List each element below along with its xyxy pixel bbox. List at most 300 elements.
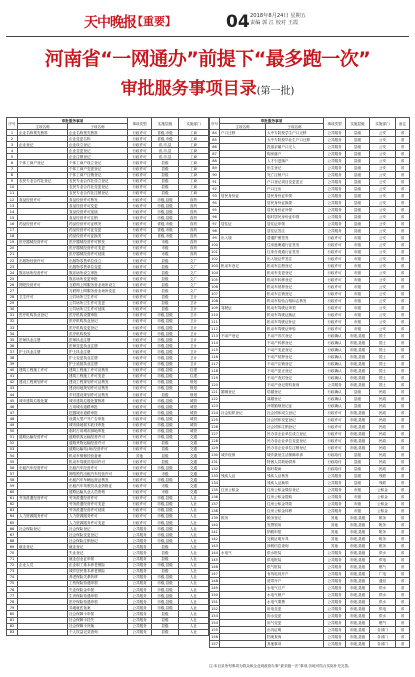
table-cell: 不动产转移登记 <box>266 340 324 347</box>
table-cell: 公安 <box>370 312 396 319</box>
table-cell: 工商 <box>179 166 209 172</box>
table-cell: 省 <box>396 144 410 151</box>
table-cell: 省 <box>396 627 410 634</box>
table-cell: 省 <box>396 305 410 312</box>
table-cell: 人社 <box>179 605 209 611</box>
table-cell: 行政许可 <box>128 337 152 343</box>
table-cell: 县级 <box>152 440 179 446</box>
table-cell: 行政许可 <box>128 257 152 263</box>
table-cell: 人社 <box>179 550 209 556</box>
table-cell: 省 <box>396 459 410 466</box>
table-cell: 机动车驾驶证补证 <box>266 319 324 326</box>
table-cell: 人社 <box>179 507 209 513</box>
table-cell: 省 <box>396 417 410 424</box>
table-cell: 95 <box>210 207 220 214</box>
table-row <box>210 410 410 417</box>
table-cell: 社会保障卡申领 <box>68 611 128 617</box>
table-cell: 特困人员救助供养 <box>266 459 324 466</box>
table-cell: 市级,县级 <box>346 634 370 641</box>
table-cell: 公共服务 <box>324 508 346 515</box>
table-cell: 省 <box>396 410 410 417</box>
table-cell: 78 <box>7 599 18 605</box>
table-cell: 个体工商户设立登记 <box>68 160 128 166</box>
table-cell: 公安 <box>370 284 396 291</box>
table-cell: 67 <box>7 532 18 538</box>
table-cell: 公共服务 <box>324 200 346 207</box>
table-cell: 行政许可 <box>324 410 346 417</box>
table-cell: 市级,县级 <box>152 562 179 568</box>
table-row <box>210 186 410 193</box>
table-cell: 行政许可 <box>128 507 152 513</box>
table-cell: 7 <box>7 166 18 172</box>
table-cell: 医疗保险待遇申领 <box>68 599 128 605</box>
table-cell: 市级,县级 <box>346 606 370 613</box>
table-cell: 公安 <box>370 200 396 207</box>
table-cell: 社会团体成立登记 <box>266 410 324 417</box>
table-cell: 国土 <box>370 361 396 368</box>
table-cell: 养老保险关系转移 <box>68 574 128 580</box>
table-cell: 食品经营许可延续 <box>68 209 128 215</box>
masthead-rule <box>6 36 409 37</box>
table-cell: 公积金 <box>370 494 396 501</box>
table-cell: 市级,县级 <box>152 526 179 532</box>
table-cell: 大中专院校学生户口迁移 <box>266 130 324 137</box>
table-cell: 38 <box>7 355 18 361</box>
table-cell <box>220 424 266 431</box>
table-cell: 税务 <box>370 515 396 522</box>
table-cell: 往来港澳通行证签发 <box>266 242 324 249</box>
table-cell: 医师变更执业注册 <box>68 343 128 349</box>
table-cell: 县级 <box>346 452 370 459</box>
table-cell: 网吧经营许可 <box>18 282 68 288</box>
table-cell: 94 <box>210 200 220 207</box>
table-cell: 市级,县级 <box>152 422 179 428</box>
table-cell: 55 <box>7 459 18 465</box>
table-cell: 88 <box>210 158 220 165</box>
table-cell: 卫计 <box>179 300 209 306</box>
table-cell: 道路运输经营许可 <box>18 434 68 440</box>
table-cell: 出生登记 <box>266 165 324 172</box>
table-cell: 公共场所卫生许可 <box>68 294 128 300</box>
table-cell: 公安 <box>370 158 396 165</box>
table-row <box>210 557 410 564</box>
table-cell: 人社 <box>179 495 209 501</box>
table-cell: 行政许可 <box>128 203 152 209</box>
table-cell: 121 <box>211 390 218 394</box>
table-cell: 行政许可 <box>128 392 152 398</box>
table-cell: 食药 <box>179 203 209 209</box>
table-cell: 水电气 <box>220 550 266 557</box>
table-cell: 县级 <box>152 617 179 623</box>
table-cell: 医疗机构设置审批 <box>68 312 128 318</box>
table-cell: 省 <box>396 221 410 228</box>
table-cell: 104 <box>211 271 218 275</box>
table-cell: 完税证明开具 <box>266 536 324 543</box>
table-cell: 公安 <box>370 235 396 242</box>
table-cell: 市级,县级 <box>346 340 370 347</box>
table-cell: 行政许可 <box>324 298 346 305</box>
table-cell: 省 <box>396 340 410 347</box>
table-cell: 水电气销户 <box>266 592 324 599</box>
table-cell: 行政许可 <box>128 459 152 465</box>
table-row <box>210 207 410 214</box>
table-cell <box>220 557 266 564</box>
table-cell: 77 <box>7 593 18 599</box>
table-cell: 152 <box>211 607 218 611</box>
table-cell: 16 <box>7 221 18 227</box>
left-col-header: 事项类型 <box>128 118 152 130</box>
table-row <box>210 543 410 550</box>
table-cell: 医疗器械经营许可 <box>18 239 68 245</box>
table-cell <box>220 340 266 347</box>
table-cell: 县级 <box>346 466 370 473</box>
table-cell: 76 <box>7 587 18 593</box>
table-cell: 县级 <box>152 300 179 306</box>
table-cell: 人社 <box>179 538 209 544</box>
table-cell: 行政许可 <box>324 431 346 438</box>
table-cell: 民政 <box>370 424 396 431</box>
table-cell: 乡村建设规划许可证核发 <box>68 392 128 398</box>
table-cell: 民政 <box>370 445 396 452</box>
table-row <box>210 375 410 382</box>
table-cell: 109 <box>211 306 218 310</box>
table-cell: 省 <box>396 333 410 340</box>
table-cell: 农民专业合作社登记 <box>18 178 68 184</box>
table-cell: 机动车变更登记 <box>266 270 324 277</box>
table-cell: 出版物经营许可 <box>18 257 68 263</box>
table-cell: 人力资源服务许可变更 <box>68 520 128 526</box>
table-cell: 卫计 <box>179 349 209 355</box>
table-cell: 4 <box>7 148 18 154</box>
table-cell: 21 <box>7 251 18 257</box>
table-row <box>210 312 410 319</box>
table-cell: 供水 <box>370 585 396 592</box>
table-cell: 县级 <box>346 221 370 228</box>
table-cell: 交通 <box>179 489 209 495</box>
table-cell: 公安 <box>370 319 396 326</box>
table-cell: 市级,县级 <box>152 197 179 203</box>
table-cell: 企业注销登记 <box>68 154 128 160</box>
table-row <box>210 417 410 424</box>
table-cell: 市级,县级 <box>152 434 179 440</box>
table-cell: 人社 <box>179 587 209 593</box>
table-cell: 27 <box>7 288 18 294</box>
headline: 河南省“一网通办”前提下“最多跑一次” <box>44 48 371 70</box>
table-row <box>210 403 410 410</box>
table-cell: 135 <box>211 488 218 492</box>
table-cell: 不动产登记 <box>220 333 266 340</box>
table-cell: 公安 <box>370 186 396 193</box>
table-cell: 35 <box>7 337 18 343</box>
table-cell: 县级 <box>152 294 179 300</box>
table-row <box>210 326 410 333</box>
table-cell: 153 <box>211 614 218 618</box>
table-cell: 残联 <box>370 480 396 487</box>
table-cell: 居民身份证补领 <box>266 207 324 214</box>
table-cell: 市级,县级 <box>152 428 179 434</box>
table-cell: 行政许可 <box>128 446 152 452</box>
table-cell: 驾驶证 <box>220 305 266 312</box>
table-cell: 卫计 <box>179 331 209 337</box>
table-cell: 市级,县级 <box>346 424 370 431</box>
table-cell <box>220 627 266 634</box>
left-table <box>6 117 209 636</box>
table-cell: 食药 <box>179 251 209 257</box>
table-cell: 县级 <box>346 144 370 151</box>
table-cell: 行政确认 <box>324 354 346 361</box>
table-cell: 公共服务 <box>324 627 346 634</box>
page-number: 04 <box>226 12 250 32</box>
table-cell: 文广 <box>179 276 209 282</box>
table-cell: 县级 <box>152 276 179 282</box>
table-cell: 人社 <box>179 513 209 519</box>
table-cell: 交通 <box>179 459 209 465</box>
table-cell: 道路旅客运输经营许可 <box>68 434 128 440</box>
table-cell: 行政许可 <box>128 477 152 483</box>
table-row <box>210 263 410 270</box>
table-cell: 占用城市道路审批 <box>68 404 128 410</box>
table-cell <box>220 228 266 235</box>
table-cell: 公共服务 <box>324 151 346 158</box>
table-cell: 97 <box>210 221 220 228</box>
table-cell: 人社 <box>179 574 209 580</box>
table-cell: 医疗机构校验 <box>68 331 128 337</box>
table-cell <box>220 137 266 144</box>
table-cell: 机动车抵押登记 <box>266 284 324 291</box>
table-cell: 省 <box>396 487 410 494</box>
table-cell: 社会保险登记 <box>68 526 128 532</box>
table-cell <box>220 214 266 221</box>
table-cell: 交通 <box>179 471 209 477</box>
table-row <box>7 629 209 635</box>
table-cell: 24 <box>7 270 18 276</box>
table-cell: 县级 <box>346 179 370 186</box>
table-cell: 10 <box>7 184 18 190</box>
table-cell: 公安 <box>370 151 396 158</box>
table-cell: 73 <box>7 568 18 574</box>
table-cell: 省 <box>396 445 410 452</box>
table-cell: 工商 <box>179 142 209 148</box>
table-cell: 机动车驾驶证审验 <box>266 326 324 333</box>
table-cell: 县级 <box>346 165 370 172</box>
table-cell: 行政许可 <box>128 331 152 337</box>
table-cell: 66 <box>7 526 18 532</box>
table-row <box>210 634 410 641</box>
table-row <box>210 193 410 200</box>
table-cell: 社会保障卡补换 <box>68 623 128 629</box>
table-cell: 县级 <box>346 214 370 221</box>
table-cell: 挖掘城市道路审批 <box>68 410 128 416</box>
table-cell: 市级,县级 <box>346 431 370 438</box>
table-cell: 民政 <box>370 431 396 438</box>
table-cell: 省 <box>396 382 410 389</box>
table-cell: 133 <box>211 474 218 478</box>
table-cell: 61 <box>7 495 18 501</box>
table-cell: 公安 <box>370 221 396 228</box>
table-cell: 行政许可 <box>128 434 152 440</box>
table-cell: 企业变更登记 <box>68 148 128 154</box>
table-cell: 残疾人证核发 <box>266 473 324 480</box>
table-cell: 47 <box>7 410 18 416</box>
table-cell: 公共服务 <box>324 585 346 592</box>
table-cell: 市级,县级 <box>346 347 370 354</box>
table-cell: 药品经营许可证变更 <box>68 227 128 233</box>
table-cell: 省 <box>396 270 410 277</box>
table-cell: 市级,县级 <box>346 592 370 599</box>
table-cell: 各部门 <box>370 641 396 648</box>
table-cell: 省 <box>396 613 410 620</box>
table-cell: 84 <box>210 130 220 137</box>
table-cell: 公安 <box>370 165 396 172</box>
table-cell: 人社 <box>179 629 209 635</box>
table-cell: 人社 <box>179 501 209 507</box>
table-cell: 交通 <box>179 452 209 458</box>
table-cell: 市级,县级 <box>152 404 179 410</box>
table-cell: 县级 <box>346 480 370 487</box>
table-cell: 不动产抵押登记 <box>266 354 324 361</box>
table-cell: 临时占用城市绿地审批 <box>68 428 128 434</box>
table-cell: 县级 <box>152 257 179 263</box>
table-cell: 建筑工程施工许可 <box>18 367 68 373</box>
table-cell <box>220 529 266 536</box>
table-cell: 卫计 <box>179 337 209 343</box>
table-cell: 市级 <box>346 291 370 298</box>
table-cell: 各部门 <box>370 634 396 641</box>
table-cell: 机动车驾驶员培训许可 <box>68 459 128 465</box>
table-cell: 5 <box>7 154 18 160</box>
table-cell: 公共服务 <box>324 172 346 179</box>
table-cell: 83 <box>7 629 18 635</box>
table-cell: 往来台湾通行证签发 <box>266 249 324 256</box>
table-cell: 公共服务 <box>324 130 346 137</box>
table-cell: 行政许可 <box>128 142 152 148</box>
table-cell <box>220 431 266 438</box>
table-cell: 卫计 <box>179 318 209 324</box>
table-cell: 娱乐场所设立审批 <box>68 270 128 276</box>
table-cell: 行政确认 <box>324 396 346 403</box>
table-cell: 公安 <box>370 228 396 235</box>
table-cell: 138 <box>211 509 218 513</box>
table-cell: 市级 <box>346 270 370 277</box>
table-cell: 民政 <box>370 417 396 424</box>
table-cell: 结婚登记 <box>266 389 324 396</box>
table-cell: 公共服务 <box>128 532 152 538</box>
table-cell: 行政许可 <box>128 520 152 526</box>
table-cell: 行政许可 <box>128 172 152 178</box>
table-cell: 107 <box>211 292 218 296</box>
table-cell: 县级 <box>152 459 179 465</box>
table-cell: 省 <box>396 515 410 522</box>
table-cell: 卫生许可 <box>18 294 68 300</box>
table-cell: 8 <box>7 172 18 178</box>
table-cell: 省 <box>396 641 410 648</box>
table-cell: 省 <box>396 165 410 172</box>
table-cell: 70 <box>7 550 18 556</box>
table-cell: 公安 <box>370 298 396 305</box>
table-cell: 40 <box>7 367 18 373</box>
table-cell: 不动产注销登记 <box>266 361 324 368</box>
table-cell: 行政许可 <box>128 361 152 367</box>
table-cell: 公共服务 <box>324 144 346 151</box>
table-cell: 52 <box>7 440 18 446</box>
table-cell: 行政许可 <box>128 501 152 507</box>
table-cell: 省 <box>396 599 410 606</box>
table-cell: 150 <box>211 593 218 597</box>
table-cell: 1 <box>7 130 18 136</box>
table-cell: 人社 <box>179 623 209 629</box>
table-cell: 县级 <box>346 228 370 235</box>
table-cell: 企业职工基本养老保险 <box>68 562 128 568</box>
table-row <box>210 151 410 158</box>
table-cell: 发票领用 <box>266 522 324 529</box>
table-cell: 146 <box>211 565 218 569</box>
table-cell: 156 <box>211 635 218 639</box>
table-cell: 县级 <box>152 446 179 452</box>
table-cell: 省,市,县 <box>152 148 179 154</box>
table-cell: 市级,县级 <box>346 627 370 634</box>
table-cell: 65 <box>7 520 18 526</box>
table-cell: 行政许可 <box>128 343 152 349</box>
table-cell: 就业登记 <box>18 544 68 550</box>
table-cell: 娱乐场所经营许可 <box>18 270 68 276</box>
table-cell: 税务 <box>370 543 396 550</box>
table-cell: 15 <box>7 215 18 221</box>
table-cell <box>220 536 266 543</box>
table-cell: 出入境 <box>220 235 266 242</box>
table-cell <box>220 382 266 389</box>
table-cell: 企业名称预先核准 <box>68 130 128 136</box>
table-cell: 101 <box>211 250 218 254</box>
table-cell: 食药 <box>179 215 209 221</box>
table-cell: 城管 <box>179 398 209 404</box>
table-cell: 城乡最低生活保障申请 <box>266 452 324 459</box>
table-cell: 行政许可 <box>128 398 152 404</box>
table-cell: 市级,县级 <box>152 501 179 507</box>
table-cell: 工商 <box>179 154 209 160</box>
table-row <box>210 641 410 648</box>
table-cell: 用水变更 <box>266 613 324 620</box>
table-cell: 市级 <box>346 326 370 333</box>
table-cell: 户口迁出 <box>266 186 324 193</box>
left-table-body <box>7 130 209 636</box>
table-cell: 医疗器械经营许可延续 <box>68 251 128 257</box>
table-cell: 59 <box>7 483 18 489</box>
table-cell: 县级 <box>152 166 179 172</box>
table-row <box>210 452 410 459</box>
table-cell: 居住证签注 <box>266 228 324 235</box>
table-cell: 155 <box>211 628 218 632</box>
table-cell: 39 <box>7 361 18 367</box>
table-cell: 行政给付 <box>324 466 346 473</box>
right-col-header: 子项名称 <box>266 124 324 130</box>
table-cell: 医疗器械经营许可核发 <box>68 239 128 245</box>
table-cell: 不动产首次登记 <box>266 333 324 340</box>
table-cell: 供水 <box>370 592 396 599</box>
table-cell: 行政许可 <box>324 277 346 284</box>
table-cell: 护士延续执业注册 <box>68 361 128 367</box>
table-row <box>210 347 410 354</box>
table-cell: 省 <box>396 452 410 459</box>
table-cell: 水电气缴费 <box>266 599 324 606</box>
table-row <box>210 319 410 326</box>
table-cell: 市级 <box>346 501 370 508</box>
table-cell: 139 <box>211 516 218 520</box>
table-cell: 农民专业合作社变更登记 <box>68 184 128 190</box>
table-cell <box>220 620 266 627</box>
table-cell: 公共服务 <box>324 550 346 557</box>
table-cell: 省 <box>396 543 410 550</box>
table-cell: 企业设立登记 <box>68 142 128 148</box>
